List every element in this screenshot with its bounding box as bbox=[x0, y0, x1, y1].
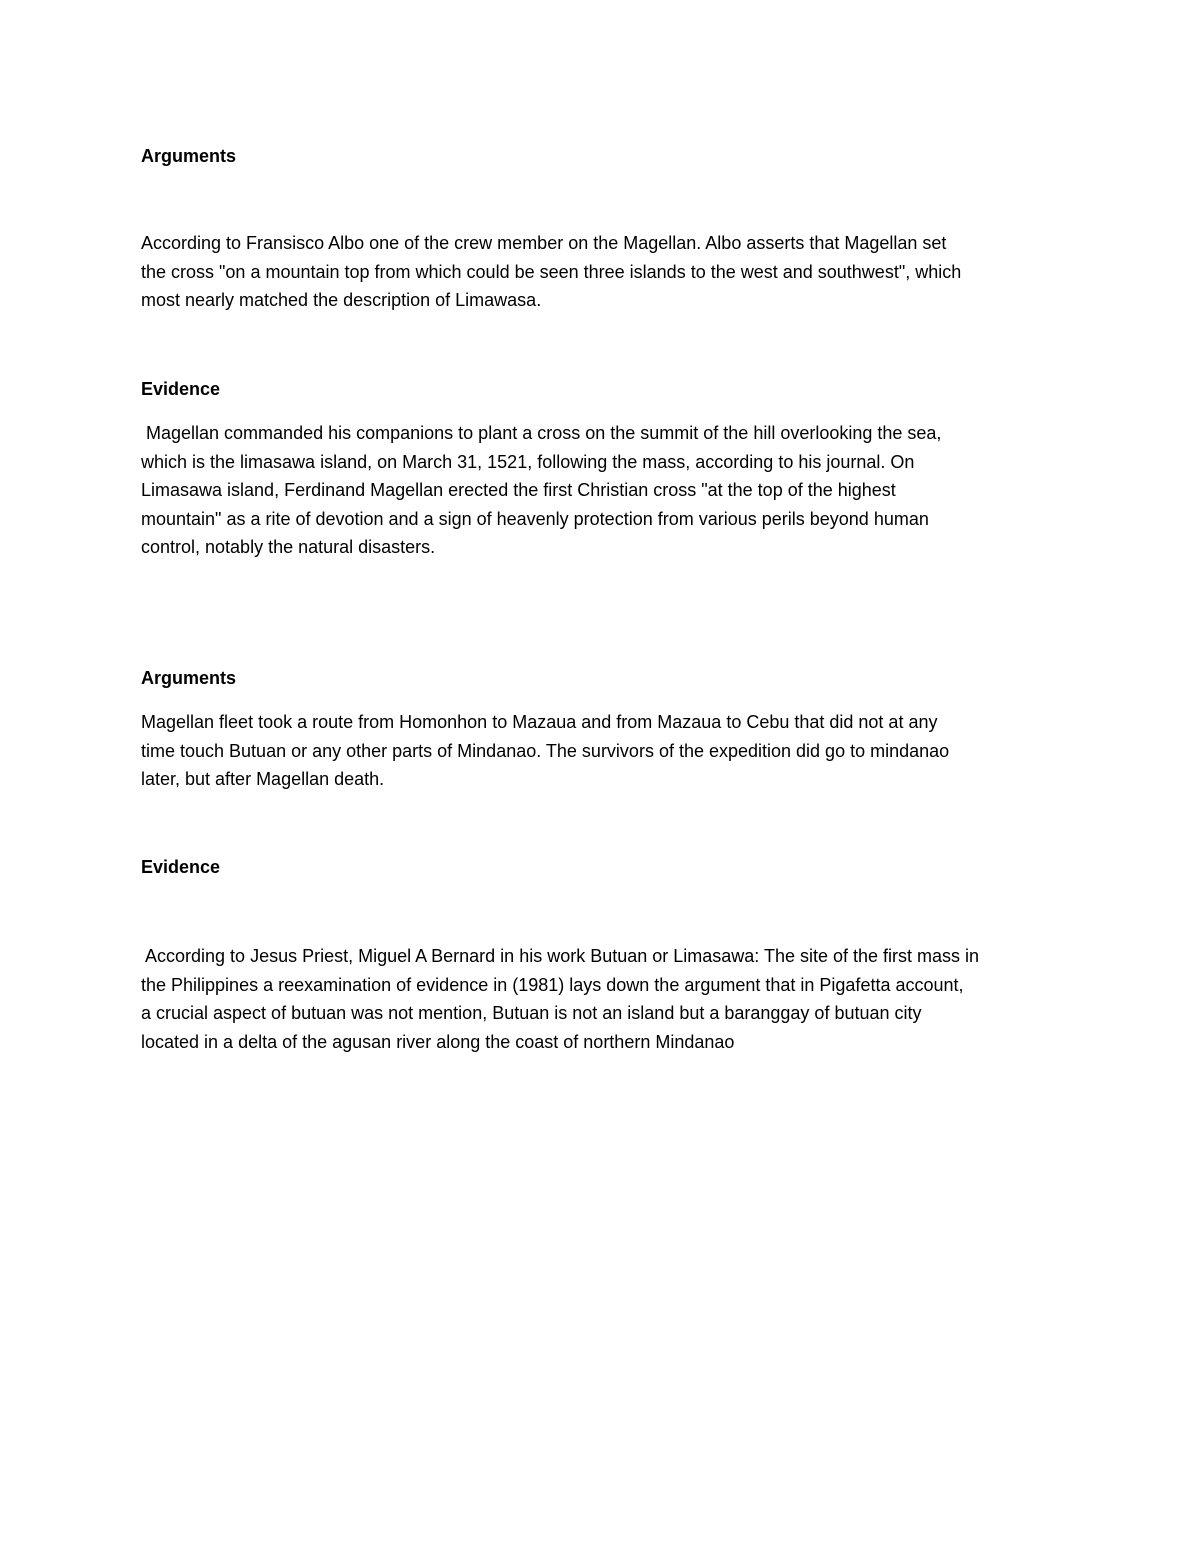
text-line: which is the limasawa island, on March 31, 1521, following the mass, according to his journal. On bbox=[141, 451, 915, 472]
text-line: According to Fransisco Albo one of the crew member on the Magellan. Albo asserts that Magellan set bbox=[141, 233, 947, 253]
section-heading-evidence-2: Evidence bbox=[141, 857, 221, 877]
text-line: most nearly matched the description of Limawasa. bbox=[141, 290, 542, 310]
text-line: a crucial aspect of butuan was not mention, Butuan is not an island but a baranggay of butuan city bbox=[141, 1003, 922, 1023]
text-line: Limasawa island, Ferdinand Magellan erected the first Christian cross "at the top of the highest bbox=[141, 480, 896, 500]
text-line: According to Jesus Priest, Miguel A Bernard in his work Butuan or Limasawa: The site of the first mass in bbox=[141, 946, 980, 966]
paragraph-bernard-evidence bbox=[141, 942, 1071, 1056]
text-line: located in a delta of the agusan river along the coast of northern Mindanao bbox=[141, 1031, 735, 1052]
text-line: mountain" as a rite of devotion and a sign of heavenly protection from various perils beyond human bbox=[141, 508, 929, 529]
section-heading-arguments-2: Arguments bbox=[141, 668, 237, 688]
text-line: time touch Butuan or any other parts of Mindanao. The survivors of the expedition did go to mindanao bbox=[141, 740, 950, 761]
text-line: Magellan commanded his companions to plant a cross on the summit of the hill overlooking the sea, bbox=[141, 423, 942, 443]
paragraph-limasawa-evidence bbox=[141, 419, 1071, 562]
section-heading-arguments-1: Arguments bbox=[141, 146, 237, 166]
text-line: Magellan fleet took a route from Homonhon to Mazaua and from Mazaua to Cebu that did not at any bbox=[141, 712, 938, 732]
paragraph-route-argument bbox=[141, 708, 1071, 794]
section-heading-evidence-1: Evidence bbox=[141, 379, 221, 399]
paragraph-albo-argument bbox=[141, 229, 1071, 315]
text-line: later, but after Magellan death. bbox=[141, 769, 385, 789]
text-line: the cross "on a mountain top from which could be seen three islands to the west and southwest", which bbox=[141, 261, 962, 282]
text-line: the Philippines a reexamination of evidence in (1981) lays down the argument that in Pigafetta account, bbox=[141, 974, 964, 995]
text-line: control, notably the natural disasters. bbox=[141, 537, 436, 557]
